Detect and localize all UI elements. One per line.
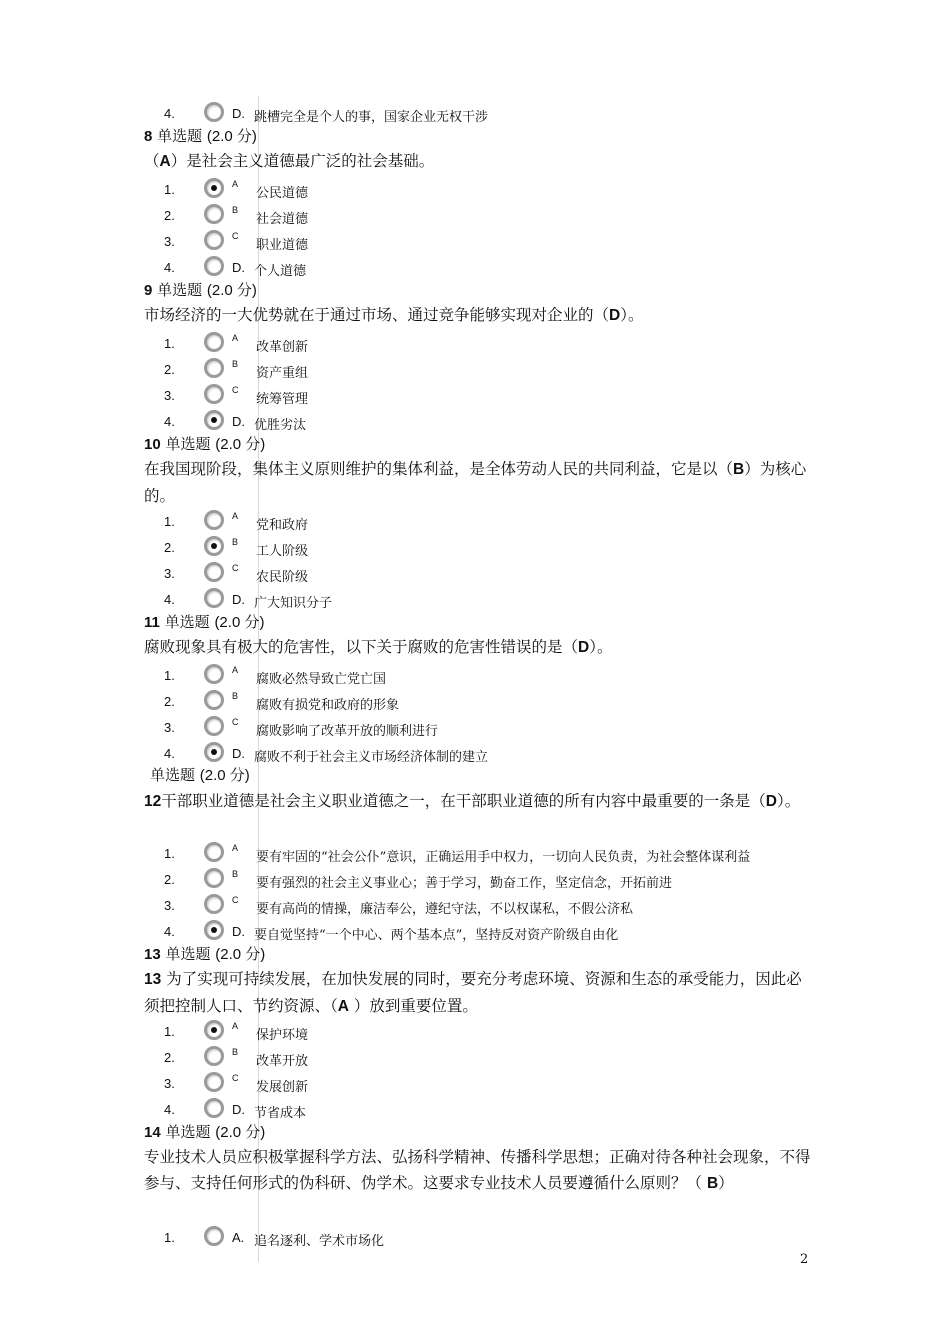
q10-option-b[interactable]: 2. B 工人阶级 bbox=[164, 537, 309, 559]
radio-button-icon[interactable] bbox=[204, 256, 224, 276]
option-letter: D. bbox=[232, 106, 245, 121]
radio-button-icon[interactable] bbox=[204, 690, 224, 710]
question-stem: 专业技术人员应积极掌握科学方法、弘扬科学精神、传播科学思想；正确对待各种社会现象，不得参与、支持任何形式的伪科研、伪学术。这要求专业技术人员要遵循什么原则？（ B） bbox=[144, 1148, 811, 1192]
radio-button-icon[interactable] bbox=[204, 894, 224, 914]
radio-button-icon[interactable] bbox=[204, 358, 224, 378]
question-header: 11 单选题 (2.0 分) bbox=[144, 613, 265, 631]
answer-key: A bbox=[159, 153, 171, 170]
q13-option-d[interactable]: 4. D. 节省成本 bbox=[0, 1098, 950, 1122]
q10-option-a[interactable]: 1. A 党和政府 bbox=[164, 511, 309, 533]
radio-button-icon[interactable] bbox=[204, 842, 224, 862]
radio-button-icon[interactable] bbox=[204, 716, 224, 736]
q9-option-b[interactable]: 2. B 资产重组 bbox=[164, 359, 309, 381]
radio-button-icon[interactable] bbox=[204, 588, 224, 608]
radio-button-icon[interactable] bbox=[204, 1072, 224, 1092]
radio-button-icon[interactable] bbox=[204, 510, 224, 530]
answer-key: D bbox=[765, 793, 777, 810]
question-stem: 13 为了实现可持续发展，在加快发展的同时，要充分考虑环境、资源和生态的承受能力，因此必须把控制人口、节约资源、（A ）放到重要位置。 bbox=[144, 970, 802, 1015]
radio-button-icon[interactable] bbox=[204, 230, 224, 250]
option-number: 4. bbox=[164, 106, 175, 121]
q13-option-a[interactable]: 1. A 保护环境 bbox=[164, 1021, 309, 1043]
answer-key: A bbox=[337, 998, 349, 1015]
question-header: 14 单选题 (2.0 分) bbox=[144, 1123, 266, 1141]
q8-option-d[interactable]: 4. D. 个人道德 bbox=[0, 256, 950, 280]
radio-button-icon[interactable] bbox=[204, 1098, 224, 1118]
question-stem: （A）是社会主义道德最广泛的社会基础。 bbox=[144, 152, 435, 170]
radio-button-icon[interactable] bbox=[204, 332, 224, 352]
q10-option-d[interactable]: 4. D. 广大知识分子 bbox=[0, 588, 950, 612]
radio-button-icon[interactable] bbox=[204, 1226, 224, 1246]
q11-option-b[interactable]: 2. B 腐败有损党和政府的形象 bbox=[164, 691, 400, 713]
q9-option-c[interactable]: 3. C 统筹管理 bbox=[164, 385, 309, 407]
q11-option-a[interactable]: 1. A 腐败必然导致亡党亡国 bbox=[164, 665, 387, 687]
answer-key: D bbox=[609, 307, 621, 324]
radio-button-icon[interactable] bbox=[204, 1020, 224, 1040]
q11-option-c[interactable]: 3. C 腐败影响了改革开放的顺利进行 bbox=[164, 717, 439, 739]
option-text: 跳槽完全是个人的事，国家企业无权干涉 bbox=[254, 110, 489, 125]
question-stem: 12干部职业道德是社会主义职业道德之一，在干部职业道德的所有内容中最重要的一条是（D）。 bbox=[144, 792, 801, 810]
q13-option-c[interactable]: 3. C 发展创新 bbox=[164, 1073, 309, 1095]
question-header: 单选题 (2.0 分) bbox=[150, 766, 250, 784]
q9-option-a[interactable]: 1. A 改革创新 bbox=[164, 333, 309, 355]
page-number: 2 bbox=[800, 1252, 809, 1267]
question-header: 8 单选题 (2.0 分) bbox=[144, 127, 257, 145]
answer-key: B bbox=[733, 461, 745, 478]
q8-option-c[interactable]: 3. C 职业道德 bbox=[164, 231, 309, 253]
radio-button-icon[interactable] bbox=[204, 920, 224, 940]
radio-button-icon[interactable] bbox=[204, 868, 224, 888]
question-header: 13 单选题 (2.0 分) bbox=[144, 945, 266, 963]
radio-button-icon[interactable] bbox=[204, 742, 224, 762]
question-stem: 腐败现象具有极大的危害性，以下关于腐败的危害性错误的是（D）。 bbox=[144, 638, 613, 656]
q11-option-d[interactable]: 4. D. 腐败不利于社会主义市场经济体制的建立 bbox=[0, 742, 950, 766]
q12-option-d[interactable]: 4. D. 要自觉坚持“一个中心、两个基本点”，坚持反对资产阶级自由化 bbox=[0, 920, 950, 944]
question-stem: 市场经济的一大优势就在于通过市场、通过竞争能够实现对企业的（D）。 bbox=[144, 306, 644, 324]
q12-option-b[interactable]: 2. B 要有强烈的社会主义事业心；善于学习，勤奋工作，坚定信念，开拓前进 bbox=[164, 869, 673, 891]
radio-button-icon[interactable] bbox=[204, 178, 224, 198]
question-stem: 在我国现阶段，集体主义原则维护的集体利益，是全体劳动人民的共同利益，它是以（B）为核心的。 bbox=[144, 460, 807, 505]
q7-option-d[interactable] bbox=[0, 102, 950, 126]
q8-option-a[interactable]: 1. A 公民道德 bbox=[164, 179, 309, 201]
q8-option-b[interactable]: 2. B 社会道德 bbox=[164, 205, 309, 227]
radio-button-icon[interactable] bbox=[204, 1046, 224, 1066]
q9-option-d[interactable]: 4. D. 优胜劣汰 bbox=[0, 410, 950, 434]
q12-option-a[interactable]: 1. A 要有牢固的“社会公仆”意识，正确运用手中权力，一切向人民负责，为社会整体谋利益 bbox=[164, 843, 751, 865]
radio-button-icon[interactable] bbox=[204, 102, 224, 122]
q14-option-a[interactable]: 1. A. 追名逐利、学术市场化 bbox=[0, 1226, 950, 1250]
radio-button-icon[interactable] bbox=[204, 664, 224, 684]
question-header: 9 单选题 (2.0 分) bbox=[144, 281, 257, 299]
q10-option-c[interactable]: 3. C 农民阶级 bbox=[164, 563, 309, 585]
q13-option-b[interactable]: 2. B 改革开放 bbox=[164, 1047, 309, 1069]
radio-button-icon[interactable] bbox=[204, 410, 224, 430]
q12-option-c[interactable]: 3. C 要有高尚的情操，廉洁奉公，遵纪守法，不以权谋私，不假公济私 bbox=[164, 895, 634, 917]
answer-key: D bbox=[578, 639, 590, 656]
radio-button-icon[interactable] bbox=[204, 562, 224, 582]
radio-button-icon[interactable] bbox=[204, 384, 224, 404]
radio-button-icon[interactable] bbox=[204, 536, 224, 556]
question-header: 10 单选题 (2.0 分) bbox=[144, 435, 266, 453]
radio-button-icon[interactable] bbox=[204, 204, 224, 224]
answer-key: B bbox=[706, 1175, 719, 1192]
